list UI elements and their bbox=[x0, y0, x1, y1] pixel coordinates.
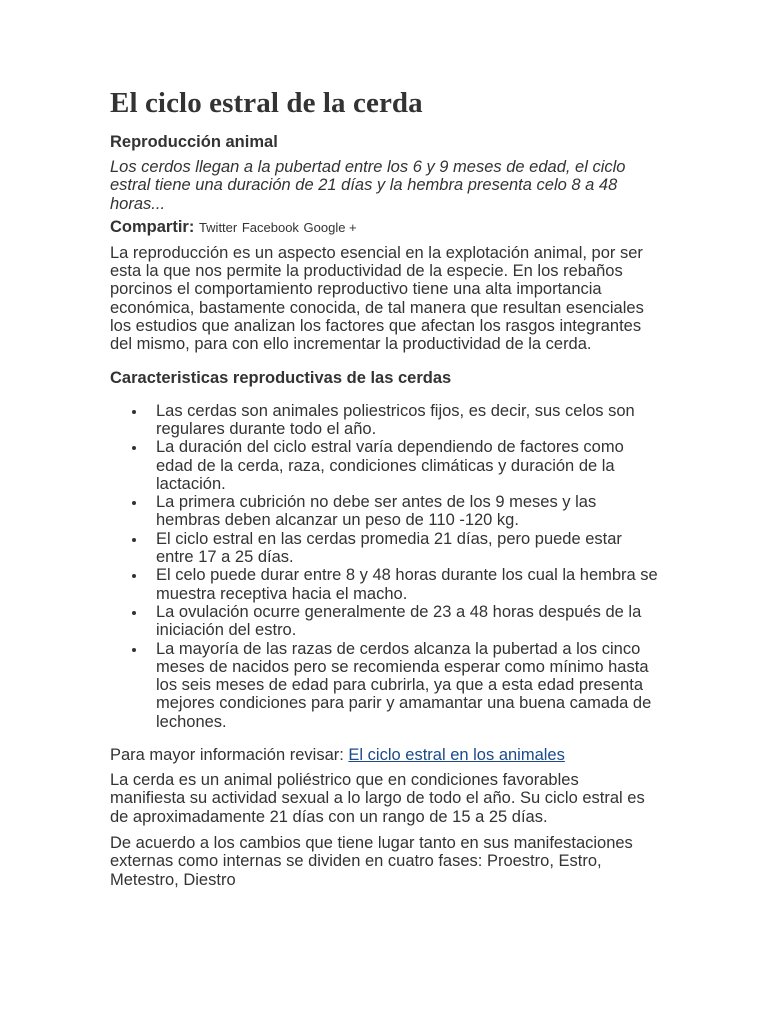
characteristics-list bbox=[110, 402, 658, 731]
share-google-link[interactable]: Google + bbox=[303, 219, 357, 235]
more-info-prefix: Para mayor información revisar: bbox=[110, 746, 349, 765]
section-heading: Caracteristicas reproductivas de las cerdas bbox=[110, 368, 452, 387]
share-facebook-link[interactable]: Facebook bbox=[241, 219, 299, 235]
more-info bbox=[110, 745, 658, 765]
list-item-text: La primera cubrición no debe ser antes de los 9 meses y las hembras deben alcanzar un peso de 110 -120 kg. bbox=[156, 493, 597, 530]
list-item bbox=[156, 402, 658, 439]
bullet-icon bbox=[132, 574, 136, 578]
share-label: Compartir: bbox=[110, 217, 195, 236]
article bbox=[110, 86, 658, 897]
article-subtitle: Reproducción animal bbox=[110, 133, 278, 151]
list-item bbox=[156, 603, 658, 640]
share-twitter-link[interactable]: Twitter bbox=[198, 219, 238, 235]
list-item bbox=[156, 530, 658, 567]
bullet-icon bbox=[132, 410, 136, 414]
share-bar bbox=[110, 217, 658, 238]
bullet-icon bbox=[132, 446, 136, 450]
bullet-icon bbox=[132, 501, 136, 505]
list-item-text: La ovulación ocurre generalmente de 23 a 48 horas después de la iniciación del estro. bbox=[156, 602, 642, 640]
bullet-icon bbox=[132, 648, 136, 652]
list-item bbox=[156, 438, 658, 493]
list-item-text: La duración del ciclo estral varía dependiendo de factores como edad de la cerda, raza, condiciones climáticas y duración de la lactación. bbox=[156, 438, 624, 493]
list-item-text: El ciclo estral en las cerdas promedia 21 días, pero puede estar entre 17 a 25 días. bbox=[156, 529, 622, 567]
list-item bbox=[156, 640, 658, 731]
bullet-icon bbox=[132, 538, 136, 542]
paragraph-3: De acuerdo a los cambios que tiene lugar tanto en sus manifestaciones externas como internas se dividen en cuatro fases: Proestro, Estro, Metestro, Diestro bbox=[110, 833, 633, 889]
article-title: El ciclo estral de la cerda bbox=[110, 87, 423, 119]
paragraph-2: La cerda es un animal poliéstrico que en condiciones favorables manifiesta su actividad sexual a lo largo de todo el año. Su ciclo estral es de aproximadamente 21 días con un rango de 15 a 25 días. bbox=[110, 771, 645, 826]
article-lead: Los cerdos llegan a la pubertad entre los 6 y 9 meses de edad, el ciclo estral tiene una duración de 21 días y la hembra presenta celo 8 a 48 horas... bbox=[110, 158, 626, 213]
list-item-text: Las cerdas son animales poliestricos fijos, es decir, sus celos son regulares durante todo el año. bbox=[156, 401, 635, 438]
more-info-link[interactable]: El ciclo estral en los animales bbox=[348, 746, 565, 765]
list-item bbox=[156, 566, 658, 603]
list-item bbox=[156, 493, 658, 530]
intro-paragraph: La reproducción es un aspecto esencial en la explotación animal, por ser esta la que nos permite la productividad de la especie. En los rebaños porcinos el comportamiento reproductivo tiene una alta importancia económica, bastamente conocida, de tal manera que resultan esenciales los estudios que analizan los factores que afectan los rasgos integrantes del mismo, para con ello incrementar la productividad de la cerda. bbox=[110, 243, 644, 354]
list-item-text: El celo puede durar entre 8 y 48 horas durante los cual la hembra se muestra receptiva hacia el macho. bbox=[156, 566, 658, 603]
list-item-text: La mayoría de las razas de cerdos alcanza la pubertad a los cinco meses de nacidos pero se recomienda esperar como mínimo hasta los seis meses de edad para cubrirla, ya que a esta edad presenta mejores condiciones para parir y amamantar una buena camada de lechones. bbox=[156, 639, 652, 731]
bullet-icon bbox=[132, 611, 136, 615]
